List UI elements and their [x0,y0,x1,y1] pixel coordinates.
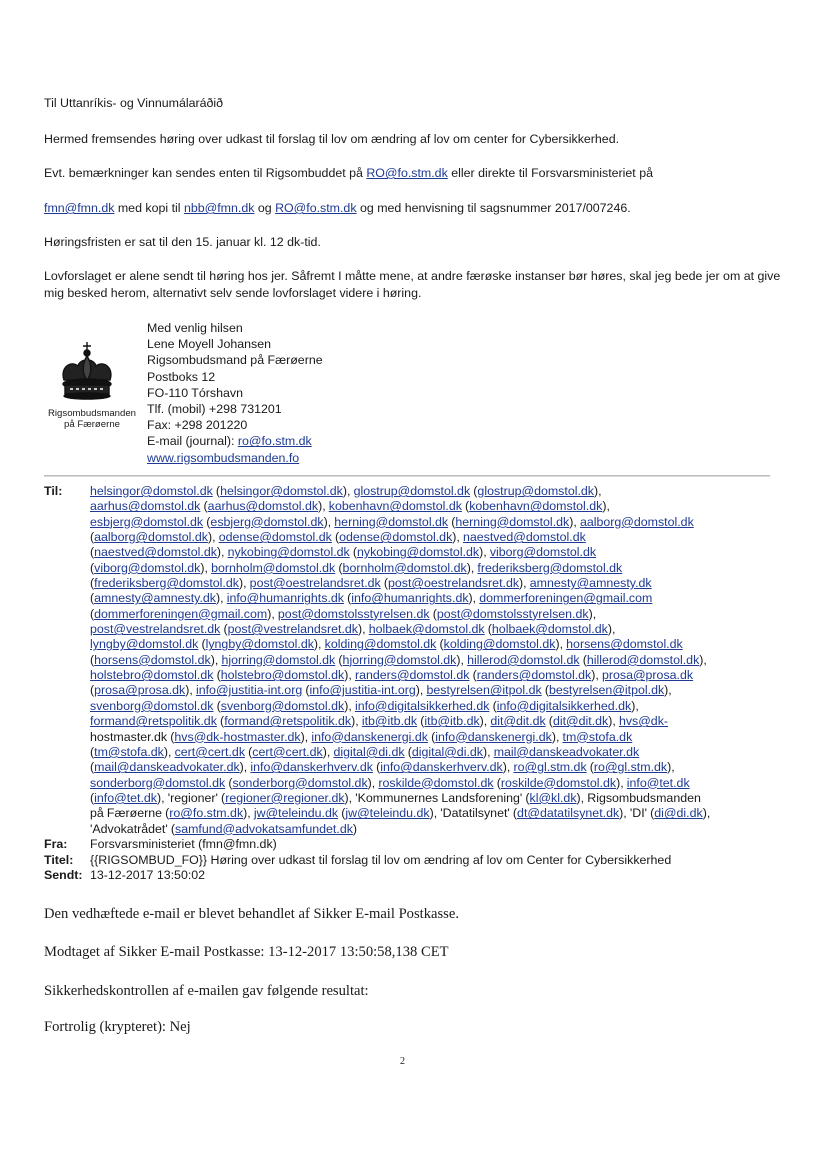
recipient-email-link[interactable]: frederiksberg@domstol.dk [477,560,623,575]
recipient-email-link[interactable]: kobenhavn@domstol.dk [469,499,603,514]
recipient-line: formand@retspolitik.dk (formand@retspolitik.dk), itb@itb.dk (itb@itb.dk), dit@dit.dk (dit@dit.dk), hvs@dk- [90,714,669,729]
recipient-email-link[interactable]: info@danskerhverv.dk [380,760,503,775]
recipient-email-link[interactable]: aarhus@domstol.dk [207,499,319,514]
recipient-line: (viborg@domstol.dk), bornholm@domstol.dk (bornholm@domstol.dk), frederiksberg@domstol.dk [90,560,623,575]
recipient-email-link[interactable]: sonderborg@domstol.dk [90,775,226,790]
recipient-email-link[interactable]: helsingor@domstol.dk [90,484,213,498]
recipient-email-link[interactable]: roskilde@domstol.dk [500,775,617,790]
recipient-line: (aalborg@domstol.dk), odense@domstol.dk (odense@domstol.dk), naestved@domstol.dk [90,530,586,545]
recipient-email-link[interactable]: ro@gl.stm.dk [513,760,587,775]
signature-email-row [147,433,323,449]
recipient-line: hostmaster.dk (hvs@dk-hostmaster.dk), info@danskenergi.dk (info@danskenergi.dk), tm@stofa.dk [90,729,633,744]
signature-email-link[interactable]: ro@fo.stm.dk [237,434,312,449]
recipient-email-link[interactable]: kolding@domstol.dk [443,637,556,652]
recipient-email-link[interactable]: kobenhavn@domstol.dk [328,499,462,514]
recipient-email-link[interactable]: svenborg@domstol.dk [220,698,345,713]
recipient-email-link[interactable]: holbaek@domstol.dk [368,622,485,637]
recipient-email-link[interactable]: post@vestrelandsret.dk [227,622,358,637]
recipient-line: lyngby@domstol.dk (lyngby@domstol.dk), kolding@domstol.dk (kolding@domstol.dk), horsens@domstol.dk [90,637,683,652]
copy-text: med kopi til [114,201,184,215]
recipient-email-link[interactable]: horsens@domstol.dk [94,652,211,667]
recipient-email-link[interactable]: digital@di.dk [333,744,405,759]
remarks-text: Evt. bemærkninger kan sendes enten til Rigsombuddet på [44,166,367,180]
recipient-email-link[interactable]: esbjerg@domstol.dk [210,514,324,529]
consultation-paragraph: Lovforslaget er alene sendt til høring hos jer. Såfremt I måtte mene, at andre færøske instanser bør høres, skal jeg bede jer om at give mig besked herom, alternativt selv sende lovforslaget videre i høring. [44,269,781,300]
recipient-email-link[interactable]: herning@domstol.dk [455,514,570,529]
recipient-line: (horsens@domstol.dk), hjorring@domstol.dk (hjorring@domstol.dk), hillerod@domstol.dk (hillerod@domstol.dk), [90,652,707,667]
recipient-email-link[interactable]: hjorring@domstol.dk [342,652,457,667]
recipient-email-link[interactable]: viborg@domstol.dk [489,545,597,560]
recipient-email-link[interactable]: tm@stofa.dk [94,744,164,759]
recipient-email-link[interactable]: dit@dit.dk [490,714,546,729]
signature-block [147,320,323,466]
signature-title: Rigsombudsmand på Færøerne [147,353,323,368]
crown-crest-icon [52,340,122,406]
to-label: Til: [44,484,63,498]
recipient-email-link[interactable]: hillerod@domstol.dk [586,652,700,667]
recipient-email-link[interactable]: nykobing@domstol.dk [227,545,350,560]
signature-phone: Tlf. (mobil) +298 731201 [147,402,282,417]
recipient-email-link[interactable]: holstebro@domstol.dk [220,668,345,683]
recipient-email-link[interactable]: info@digitalsikkerhed.dk [354,698,490,713]
recipient-line: (tm@stofa.dk), cert@cert.dk (cert@cert.dk), digital@di.dk (digital@di.dk), mail@danskeadvokater.dk [90,744,640,759]
recipient-email-link[interactable]: frederiksberg@domstol.dk [94,576,239,591]
recipient-line: (mail@danskeadvokater.dk), info@danskerhverv.dk (info@danskerhverv.dk), ro@gl.stm.dk (ro@gl.stm.dk), [90,760,675,775]
received-notice: Modtaget af Sikker E-mail Postkasse: 13-12-2017 13:50:58,138 CET [44,944,449,960]
recipient-email-link[interactable]: lyngby@domstol.dk [90,637,199,652]
recipient-email-link[interactable]: kl@kl.dk [529,790,577,805]
recipient-line: (dommerforeningen@gmail.com), post@domstolsstyrelsen.dk (post@domstolsstyrelsen.dk), [90,606,597,621]
recipient-line: aarhus@domstol.dk (aarhus@domstol.dk), kobenhavn@domstol.dk (kobenhavn@domstol.dk), [90,499,610,514]
recipient-email-link[interactable]: itb@itb.dk [361,714,418,729]
recipient-email-link[interactable]: hvs@dk- [618,714,669,729]
recipient-email-link[interactable]: hvs@dk-hostmaster.dk [174,729,301,744]
recipient-line: (prosa@prosa.dk), info@justitia-int.org (info@justitia-int.org), bestyrelsen@itpol.dk (bestyrelsen@itpol.dk), [90,683,672,698]
recipient-email-link[interactable]: glostrup@domstol.dk [477,484,594,498]
recipient-email-link[interactable]: glostrup@domstol.dk [353,484,471,498]
recipient-email-link[interactable]: post@vestrelandsret.dk [90,622,221,637]
recipient-line: (info@tet.dk), 'regioner' (regioner@regioner.dk), 'Kommunernes Landsforening' (kl@kl.dk), Rigsombudsmanden [90,790,701,805]
recipient-line: (frederiksberg@domstol.dk), post@oestrelandsret.dk (post@oestrelandsret.dk), amnesty@amnesty.dk [90,576,652,591]
recipient-email-link[interactable]: formand@retspolitik.dk [90,714,217,729]
signature-website-row [147,450,323,466]
recipient-email-link[interactable]: tm@stofa.dk [562,729,633,744]
recipient-email-link[interactable]: amnesty@amnesty.dk [529,576,652,591]
crest-caption [40,408,144,430]
recipient-email-link[interactable]: ro@fo.stm.dk [169,806,244,821]
recipient-email-link[interactable]: dommerforeningen@gmail.com [479,591,653,606]
crest-caption-line2: på Færøerne [64,419,120,430]
recipient-email-link[interactable]: naestved@domstol.dk [463,530,586,545]
recipient-email-link[interactable]: info@digitalsikkerhed.dk [496,698,632,713]
recipient-email-link[interactable]: aalborg@domstol.dk [94,530,208,545]
recipient-email-link[interactable]: bestyrelsen@itpol.dk [426,683,542,698]
recipient-email-link[interactable]: bestyrelsen@itpol.dk [548,683,665,698]
recipient-email-link[interactable]: esbjerg@domstol.dk [90,514,204,529]
recipient-email-link[interactable]: lyngby@domstol.dk [205,637,314,652]
signature-greeting: Med venlig hilsen [147,321,243,335]
recipient-email-link[interactable]: info@justitia-int.org [309,683,416,698]
processed-notice: Den vedhæftede e-mail er blevet behandlet af Sikker E-mail Postkasse. [44,906,459,922]
recipient-email-link[interactable]: info@humanrights.dk [351,591,469,606]
recipient-email-link[interactable]: odense@domstol.dk [218,530,332,545]
subject-label: Titel: [44,853,74,867]
recipient-email-link[interactable]: ro@gl.stm.dk [593,760,668,775]
recipient-email-link[interactable]: nykobing@domstol.dk [357,545,480,560]
recipient-email-link[interactable]: prosa@prosa.dk [601,668,694,683]
recipient-line: 'Advokatrådet' (samfund@advokatsamfundet.dk) [90,821,358,836]
recipient-email-link[interactable]: di@di.dk [654,806,703,821]
ro-email-link[interactable]: RO@fo.stm.dk [366,166,448,180]
recipient-email-link[interactable]: post@oestrelandsret.dk [388,576,520,591]
from-value: Forsvarsministeriet (fmn@fmn.dk) [90,837,277,851]
recipient-email-link[interactable]: dommerforeningen@gmail.com [94,606,268,621]
recipient-line: på Færøerne (ro@fo.stm.dk), jw@teleindu.dk (jw@teleindu.dk), 'Datatilsynet' (dt@datatilsynet.dk), 'DI' (di@di.dk), [90,806,711,821]
recipient-line: holstebro@domstol.dk (holstebro@domstol.dk), randers@domstol.dk (randers@domstol.dk), prosa@prosa.dk [90,668,694,683]
recipient-email-link[interactable]: itb@itb.dk [424,714,480,729]
recipient-email-link[interactable]: odense@domstol.dk [339,530,453,545]
recipient-email-link[interactable]: info@danskerhverv.dk [250,760,373,775]
recipient-email-link[interactable]: randers@domstol.dk [354,668,470,683]
recipient-email-link[interactable]: dt@datatilsynet.dk [517,806,620,821]
recipient-email-link[interactable]: info@danskenergi.dk [435,729,552,744]
recipient-email-link[interactable]: info@justitia-int.org [195,683,303,698]
ro-copy-email-link[interactable]: RO@fo.stm.dk [275,201,357,215]
recipient-email-link[interactable]: roskilde@domstol.dk [378,775,494,790]
recipient-email-link[interactable]: kolding@domstol.dk [324,637,437,652]
recipient-email-link[interactable]: prosa@prosa.dk [94,683,186,698]
remarks-line [44,165,784,182]
recipient-email-link[interactable]: horsens@domstol.dk [566,637,683,652]
recipient-email-link[interactable]: svenborg@domstol.dk [90,698,214,713]
salutation: Til Uttanríkis- og Vinnumálaráðið [44,96,224,110]
recipient-line: (naestved@domstol.dk), nykobing@domstol.dk (nykobing@domstol.dk), viborg@domstol.dk [90,545,597,560]
recipient-email-link[interactable]: regioner@regioner.dk [225,790,345,805]
nbb-email-link[interactable]: nbb@fmn.dk [183,201,255,215]
copy-and: og [254,201,276,215]
recipient-email-link[interactable]: digital@di.dk [411,744,483,759]
security-check-notice: Sikkerhedskontrollen af e-mailen gav følgende resultat: [44,983,369,999]
recipient-email-link[interactable]: helsingor@domstol.dk [220,484,343,498]
recipient-line: esbjerg@domstol.dk (esbjerg@domstol.dk), herning@domstol.dk (herning@domstol.dk), aalborg@domstol.dk [90,514,694,529]
signature-website-link[interactable]: www.rigsombudsmanden.fo [147,450,300,465]
recipient-email-link[interactable]: naestved@domstol.dk [94,545,217,560]
recipient-email-link[interactable]: holstebro@domstol.dk [90,668,214,683]
recipient-line: svenborg@domstol.dk (svenborg@domstol.dk), info@digitalsikkerhed.dk (info@digitalsikkerhed.dk), [90,698,639,713]
from-label: Fra: [44,837,68,851]
recipient-email-link[interactable]: info@tet.dk [626,775,690,790]
copy-line [44,200,784,217]
recipient-email-link[interactable]: post@oestrelandsret.dk [249,576,381,591]
signature-email-label: E-mail (journal): [147,434,238,449]
recipient-email-link[interactable]: herning@domstol.dk [334,514,449,529]
recipient-email-link[interactable]: aalborg@domstol.dk [579,514,694,529]
recipient-email-link[interactable]: formand@retspolitik.dk [224,714,352,729]
page-number: 2 [400,1056,405,1067]
confidential-status: Fortrolig (krypteret): Nej [44,1019,191,1035]
fmn-email-link[interactable]: fmn@fmn.dk [44,201,115,215]
recipient-email-link[interactable]: info@danskenergi.dk [311,729,428,744]
recipient-email-link[interactable]: mail@danskeadvokater.dk [94,760,240,775]
signature-address2: FO-110 Tórshavn [147,385,243,400]
sent-label: Sendt: [44,868,83,882]
signature-name: Lene Moyell Johansen [147,337,271,352]
recipient-email-link[interactable]: jw@teleindu.dk [345,806,430,821]
recipient-email-link[interactable]: post@domstolsstyrelsen.dk [277,606,430,621]
recipient-email-link[interactable]: cert@cert.dk [174,744,246,759]
recipient-line: helsingor@domstol.dk (helsingor@domstol.dk), glostrup@domstol.dk (glostrup@domstol.dk), [90,484,602,498]
recipient-email-link[interactable]: info@humanrights.dk [226,591,344,606]
signature-address1: Postboks 12 [147,369,216,384]
recipient-email-link[interactable]: info@tet.dk [94,790,158,805]
recipient-email-link[interactable]: aarhus@domstol.dk [90,499,201,514]
recipient-list [90,484,770,837]
recipient-email-link[interactable]: bornholm@domstol.dk [211,560,336,575]
sent-value: 13-12-2017 13:50:02 [90,868,206,882]
deadline-line: Høringsfristen er sat til den 15. januar kl. 12 dk-tid. [44,235,321,249]
recipient-email-link[interactable]: post@domstolsstyrelsen.dk [436,606,589,621]
recipient-line: (amnesty@amnesty.dk), info@humanrights.dk (info@humanrights.dk), dommerforeningen@gmail.com [90,591,653,606]
remarks-text-end: eller direkte til Forsvarsministeriet på [447,166,653,180]
recipient-email-link[interactable]: holbaek@domstol.dk [491,622,608,637]
header-divider [44,475,770,476]
recipient-email-link[interactable]: jw@teleindu.dk [253,806,339,821]
recipient-email-link[interactable]: amnesty@amnesty.dk [94,591,216,606]
recipient-email-link[interactable]: mail@danskeadvokater.dk [493,744,640,759]
recipient-email-link[interactable]: samfund@advokatsamfundet.dk [175,821,353,836]
recipient-email-link[interactable]: hillerod@domstol.dk [467,652,580,667]
recipient-email-link[interactable]: bornholm@domstol.dk [342,560,467,575]
case-number-text: og med henvisning til sagsnummer 2017/007246. [356,201,631,215]
recipient-email-link[interactable]: randers@domstol.dk [476,668,592,683]
recipient-email-link[interactable]: viborg@domstol.dk [94,560,201,575]
intro-line: Hermed fremsendes høring over udkast til forslag til lov om ændring af lov om center for Cybersikkerhed. [44,132,620,146]
subject-value: {{RIGSOMBUD_FO}} Høring over udkast til forslag til lov om ændring af lov om Center for Cybersikkerhed [90,853,672,867]
recipient-line: sonderborg@domstol.dk (sonderborg@domstol.dk), roskilde@domstol.dk (roskilde@domstol.dk), info@tet.dk [90,775,690,790]
crest-caption-line1: Rigsombudsmanden [48,408,136,419]
signature-fax: Fax: +298 201220 [147,418,248,433]
recipient-line: post@vestrelandsret.dk (post@vestrelandsret.dk), holbaek@domstol.dk (holbaek@domstol.dk), [90,622,616,637]
recipient-email-link[interactable]: dit@dit.dk [552,714,609,729]
recipient-email-link[interactable]: sonderborg@domstol.dk [232,775,368,790]
recipient-email-link[interactable]: cert@cert.dk [252,744,323,759]
recipient-email-link[interactable]: hjorring@domstol.dk [221,652,336,667]
